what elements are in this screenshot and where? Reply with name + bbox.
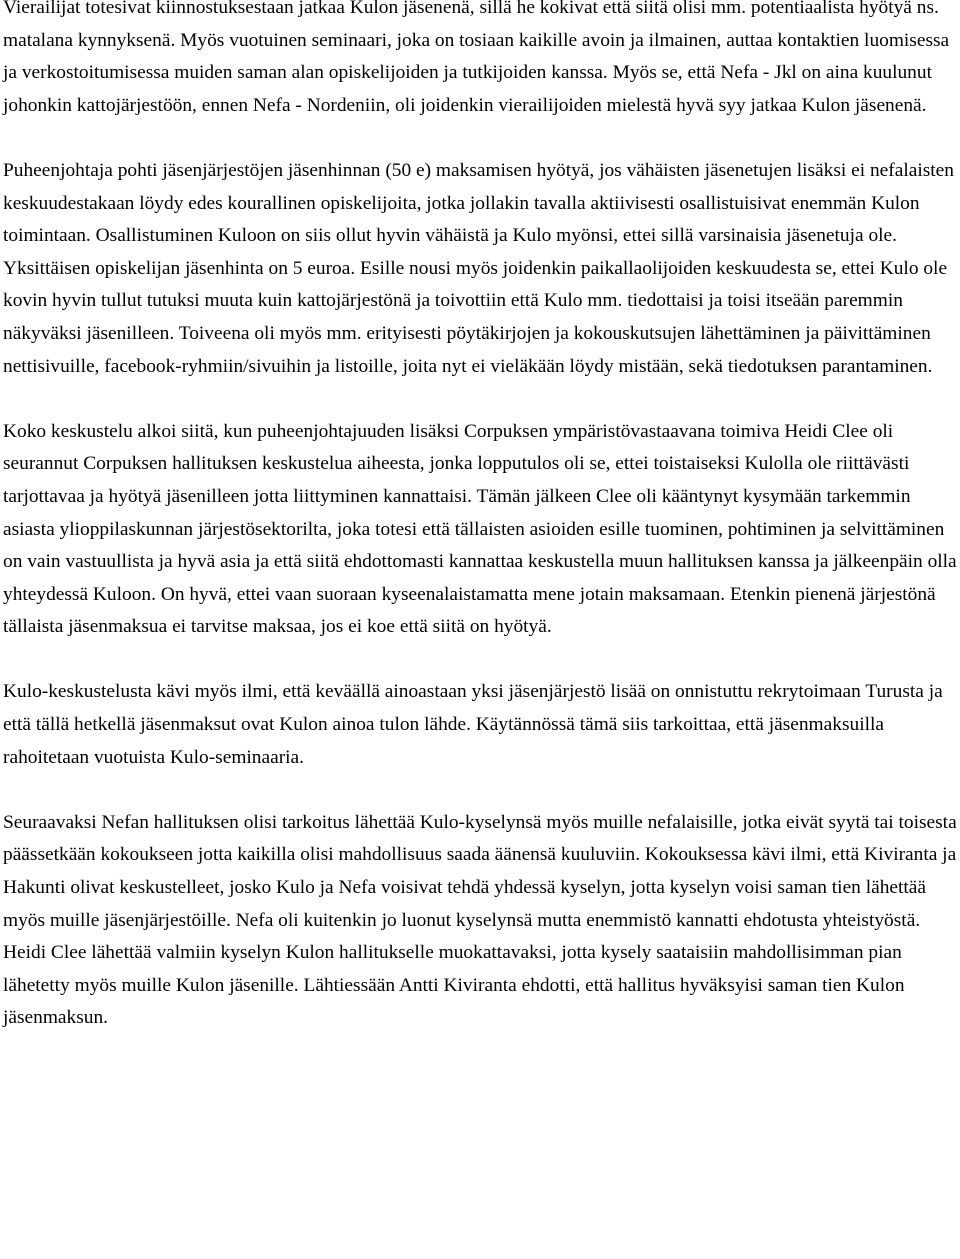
sentence: Koko keskustelu alkoi siitä, kun puheenjohtajuuden lisäksi Corpuksen ympäristövastaavana toimiva Heidi Clee oli seurannut Corpuksen hallituksen keskustelua aiheesta, jonka lopputulos oli se, ettei toistaiseksi Kulolla ole riittävästi tarjottavaa ja hyötyä jäsenilleen jotta liittyminen kannattaisi. — [3, 420, 910, 507]
sentence: Osallistuminen Kuloon on siis ollut hyvin vähäistä ja Kulo myönsi, ettei sillä varsinaisia jäsenetuja ole. — [95, 225, 898, 247]
sentence: Etenkin pienenä järjestönä tällaista jäsenmaksua ei tarvitse maksaa, jos ei koe että siitä on hyötyä. — [3, 583, 936, 638]
sentence: On hyvä, ettei vaan suoraan kyseenalaistamatta mene jotain maksamaan. — [160, 583, 726, 605]
sentence: Tämän jälkeen Clee oli kääntynyt kysymään tarkemmin asiasta ylioppilaskunnan järjestösektorilta, joka totesi että tällaisten asioiden esille tuominen, pohtiminen ja selvittäminen on vain vastuullista ja hyvä asia ja että siitä ehdottomasti kannattaa keskustella muun hallituksen kanssa ja jälkeenpäin olla yhteydessä Kuloon. — [3, 485, 957, 605]
paragraph-discussion-origin — [3, 416, 957, 644]
sentence: Lähtiessään Antti Kiviranta ehdotti, että hallitus hyväksyisi saman tien Kulon jäsenmaksun. — [3, 974, 905, 1029]
sentence: Heidi Clee lähettää valmiin kyselyn Kulon hallitukselle muokattavaksi, jotta kysely saataisiin mahdollisimman pian lähetetty myös muille Kulon jäsenille. — [3, 942, 902, 996]
sentence: Seuraavaksi Nefan hallituksen olisi tarkoitus lähettää Kulo-kyselynsä myös muille nefalaisille, jotka eivät syytä tai toisesta päässetkään kokoukseen jotta kaikilla olisi mahdollisuus saada äänensä kuuluviin. — [3, 811, 957, 866]
sentence: Käytännössä tämä siis tarkoittaa, että jäsenmaksuilla rahoitetaan vuotuista Kulo-seminaaria. — [3, 714, 884, 768]
sentence: Myös vuotuinen seminaari, joka on tosiaan kaikille avoin ja ilmainen, auttaa kontaktien luomisessa ja verkostoitumisessa muiden saman alan opiskelijoiden ja tutkijoiden kanssa. — [3, 29, 950, 84]
paragraph-membership-fee-benefit — [3, 155, 957, 383]
sentence: Toiveena oli myös mm. erityisesti pöytäkirjojen ja kokouskutsujen lähettäminen ja päivittäminen nettisivuille, facebook-ryhmiin/sivuihin ja listoille, joita nyt ei vieläkään löydy mistään, sekä tiedotuksen parantaminen. — [3, 322, 933, 377]
paragraph-kulo-funding — [3, 676, 957, 774]
sentence: Kulo-keskustelusta kävi myös ilmi, että keväällä ainoastaan yksi jäsenjärjestö lisää on onnistuttu rekrytoimaan Turusta ja että tällä hetkellä jäsenmaksut ovat Kulon ainoa tulon lähde. — [3, 681, 943, 736]
sentence: Myös se, että Nefa - Jkl on aina kuulunut johonkin kattojärjestöön, ennen Nefa - Nordeniin, oli joidenkin vierailijoiden mielestä hyvä syy jatkaa Kulon jäsenenä. — [3, 62, 932, 116]
sentence: Yksittäisen opiskelijan jäsenhinta on 5 euroa. — [3, 257, 361, 279]
sentence: Vierailijat totesivat kiinnostuksestaan jatkaa Kulon jäsenenä, sillä he kokivat että siitä olisi mm. potentiaalista hyötyä ns. matalana kynnyksenä. — [3, 0, 939, 51]
sentence: Kokouksessa kävi ilmi, että Kiviranta ja Hakunti olivat keskustelleet, josko Kulo ja Nefa voisivat tehdä yhdessä kyselyn, jotta kyselyn voisi saman tien lähettää myös muille jäsenjärjestöille. — [3, 844, 957, 931]
paragraph-visitors-membership — [3, 0, 957, 122]
sentence: Nefa oli kuitenkin jo luonut kyselynsä mutta enemmistö kannatti ehdotusta yhteistyöstä. — [235, 909, 921, 931]
paragraph-survey-plans — [3, 807, 957, 1035]
sentence: Esille nousi myös joidenkin paikallaolijoiden keskuudesta se, ettei Kulo ole kovin hyvin tullut tutuksi muuta kuin kattojärjestönä ja toivottiin että Kulo mm. tiedottaisi ja toisi itseään paremmin näkyväksi jäsenilleen. — [3, 257, 948, 344]
document-page — [3, 0, 957, 1035]
sentence: Puheenjohtaja pohti jäsenjärjestöjen jäsenhinnan (50 e) maksamisen hyötyä, jos vähäisten jäsenetujen lisäksi ei nefalaisten keskuudestakaan löydy edes kourallinen opiskelijoita, jotka jollakin tavalla aktiivisesti osallistuisivat enemmän Kulon toimintaan. — [3, 159, 954, 247]
